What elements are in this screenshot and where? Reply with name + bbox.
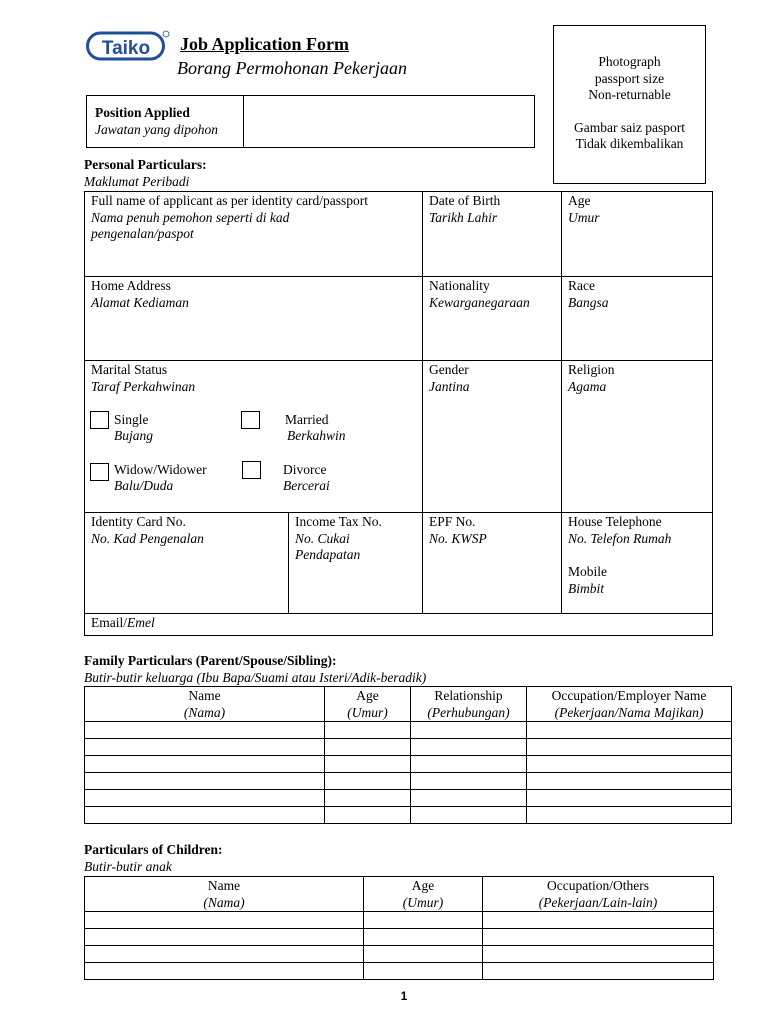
table-cell[interactable]	[325, 756, 411, 773]
page-subtitle: Borang Permohonan Pekerjaan	[177, 58, 407, 78]
photo-label-1: Photograph	[598, 54, 661, 69]
table-cell[interactable]	[325, 739, 411, 756]
table-cell[interactable]	[411, 722, 527, 739]
nationality-field[interactable]	[423, 277, 561, 360]
ic-number-label: Identity Card No.	[91, 514, 186, 529]
age-field[interactable]	[562, 192, 712, 276]
children-heading: Particulars of Children:	[84, 842, 223, 857]
table-cell[interactable]	[85, 807, 325, 824]
table-cell[interactable]	[364, 929, 483, 946]
table-cell[interactable]	[325, 773, 411, 790]
table-cell[interactable]	[411, 790, 527, 807]
family-row	[85, 722, 732, 739]
photo-box	[553, 25, 706, 184]
ic-number-label-ms: No. Kad Pengenalan	[91, 530, 204, 546]
epf-field[interactable]	[423, 513, 561, 613]
children-col-age: Age (Umur)	[364, 877, 483, 912]
table-cell[interactable]	[85, 946, 364, 963]
family-row	[85, 756, 732, 773]
table-cell[interactable]	[325, 722, 411, 739]
email-label-ms: Emel	[127, 615, 155, 630]
home-address-field[interactable]	[85, 277, 422, 360]
epf-label: EPF No.	[429, 514, 476, 529]
position-label: Position Applied	[95, 105, 190, 120]
page-title: Job Application Form	[180, 34, 350, 54]
table-cell[interactable]	[85, 963, 364, 980]
income-tax-label: Income Tax No.	[295, 514, 382, 529]
dob-field[interactable]	[423, 192, 561, 276]
income-tax-field[interactable]	[289, 513, 422, 613]
house-telephone-label-ms: No. Telefon Rumah	[568, 530, 672, 546]
table-cell[interactable]	[85, 739, 325, 756]
table-cell[interactable]	[527, 807, 732, 824]
married-label: Married	[285, 412, 329, 427]
children-row	[85, 946, 714, 963]
table-cell[interactable]	[411, 756, 527, 773]
family-row	[85, 773, 732, 790]
company-logo	[86, 30, 170, 62]
table-cell[interactable]	[85, 912, 364, 929]
single-label-ms: Bujang	[114, 428, 153, 443]
income-tax-label-ms-2: Pendapatan	[295, 547, 361, 562]
children-col-occupation: Occupation/Others (Pekerjaan/Lain-lain)	[483, 877, 714, 912]
email-label: Email/	[91, 615, 127, 630]
religion-field[interactable]	[562, 361, 712, 512]
table-cell[interactable]	[527, 790, 732, 807]
table-cell[interactable]	[411, 739, 527, 756]
race-field[interactable]	[562, 277, 712, 360]
religion-label-ms: Agama	[568, 378, 607, 394]
full-name-label-ms: Nama penuh pemohon seperti di kad	[91, 209, 290, 225]
photo-label-4: Gambar saiz pasport	[574, 119, 685, 135]
age-label: Age	[568, 193, 591, 208]
full-name-label-ms-2: pengenalan/paspot	[91, 226, 194, 241]
children-heading-ms: Butir-butir anak	[84, 859, 172, 874]
family-row	[85, 807, 732, 824]
family-col-name: Name (Nama)	[85, 687, 325, 722]
position-input[interactable]	[244, 96, 534, 147]
family-col-name-ms: (Nama)	[183, 704, 226, 720]
table-cell[interactable]	[85, 929, 364, 946]
mobile-label-ms: Bimbit	[568, 580, 604, 596]
family-row	[85, 790, 732, 807]
table-cell[interactable]	[85, 773, 325, 790]
dob-label-ms: Tarikh Lahir	[429, 209, 498, 225]
epf-label-ms: No. KWSP	[429, 530, 487, 546]
marital-status-label: Marital Status	[91, 362, 168, 377]
widow-label-ms: Balu/Duda	[114, 478, 174, 493]
gender-label-ms: Jantina	[429, 378, 470, 394]
widow-label: Widow/Widower	[114, 462, 207, 477]
personal-heading-ms: Maklumat Peribadi	[84, 174, 190, 189]
telephone-field[interactable]	[562, 513, 712, 613]
children-row	[85, 929, 714, 946]
table-cell[interactable]	[364, 946, 483, 963]
page-number: 1	[400, 989, 408, 1003]
table-cell[interactable]	[483, 963, 714, 980]
religion-label: Religion	[568, 362, 615, 377]
family-col-age: Age (Umur)	[325, 687, 411, 722]
age-label-ms: Umur	[568, 209, 600, 225]
table-cell[interactable]	[483, 946, 714, 963]
table-cell[interactable]	[325, 790, 411, 807]
married-checkbox[interactable]	[241, 411, 260, 429]
table-cell[interactable]	[527, 722, 732, 739]
children-col-occupation-ms: (Pekerjaan/Lain-lain)	[538, 894, 658, 910]
nationality-label: Nationality	[429, 278, 490, 293]
children-col-name: Name (Nama)	[85, 877, 364, 912]
photo-label-5: Tidak dikembalikan	[575, 136, 684, 151]
divorce-label-ms: Bercerai	[283, 478, 330, 493]
position-label-ms: Jawatan yang dipohon	[95, 122, 218, 137]
family-col-occupation: Occupation/Employer Name (Pekerjaan/Nama Majikan)	[527, 687, 732, 722]
home-address-label: Home Address	[91, 278, 171, 293]
dob-label: Date of Birth	[429, 193, 501, 208]
table-cell[interactable]	[85, 756, 325, 773]
single-label: Single	[114, 412, 149, 427]
children-row	[85, 963, 714, 980]
marital-status-label-ms: Taraf Perkahwinan	[91, 378, 196, 394]
children-col-age-ms: (Umur)	[402, 894, 444, 910]
divorce-checkbox[interactable]	[242, 461, 261, 479]
table-cell[interactable]	[364, 963, 483, 980]
family-col-relationship: Relationship (Perhubungan)	[411, 687, 527, 722]
family-col-relationship-ms: (Perhubungan)	[427, 704, 510, 720]
gender-field[interactable]	[423, 361, 561, 512]
family-row	[85, 739, 732, 756]
children-table	[84, 876, 714, 980]
home-address-label-ms: Alamat Kediaman	[91, 294, 189, 310]
full-name-field[interactable]	[85, 192, 422, 276]
table-cell[interactable]	[527, 739, 732, 756]
family-col-age-ms: (Umur)	[347, 704, 388, 720]
email-field[interactable]	[85, 614, 712, 635]
widow-checkbox[interactable]	[90, 463, 109, 481]
table-cell[interactable]	[85, 790, 325, 807]
full-name-label: Full name of applicant as per identity card/passport	[91, 193, 369, 208]
family-col-occupation-ms: (Pekerjaan/Nama Majikan)	[554, 704, 704, 720]
table-cell[interactable]	[483, 929, 714, 946]
family-table	[84, 686, 732, 824]
table-cell[interactable]	[85, 722, 325, 739]
divorce-label: Divorce	[283, 462, 327, 477]
mobile-label: Mobile	[568, 564, 607, 579]
personal-heading: Personal Particulars:	[84, 157, 207, 172]
family-heading-ms: Butir-butir keluarga (Ibu Bapa/Suami atau Isteri/Adik-beradik)	[84, 670, 427, 685]
table-cell[interactable]	[527, 756, 732, 773]
income-tax-label-ms: No. Cukai	[295, 530, 350, 546]
single-checkbox[interactable]	[90, 411, 109, 429]
race-label-ms: Bangsa	[568, 294, 609, 310]
table-cell[interactable]	[411, 773, 527, 790]
photo-label-2: passport size	[594, 70, 665, 86]
married-label-ms: Berkahwin	[287, 428, 346, 443]
nationality-label-ms: Kewarganegaraan	[429, 294, 530, 310]
family-heading: Family Particulars (Parent/Spouse/Sibling):	[84, 653, 337, 668]
logo-wordmark: Taiko	[101, 38, 151, 59]
photo-label-3: Non-returnable	[588, 87, 671, 102]
ic-number-field[interactable]	[85, 513, 288, 613]
house-telephone-label: House Telephone	[568, 514, 662, 529]
children-row	[85, 912, 714, 929]
table-cell[interactable]	[325, 807, 411, 824]
table-cell[interactable]	[411, 807, 527, 824]
table-cell[interactable]	[527, 773, 732, 790]
race-label: Race	[568, 278, 595, 293]
gender-label: Gender	[429, 362, 469, 377]
table-cell[interactable]	[364, 912, 483, 929]
children-col-name-ms: (Nama)	[203, 894, 245, 910]
table-cell[interactable]	[483, 912, 714, 929]
